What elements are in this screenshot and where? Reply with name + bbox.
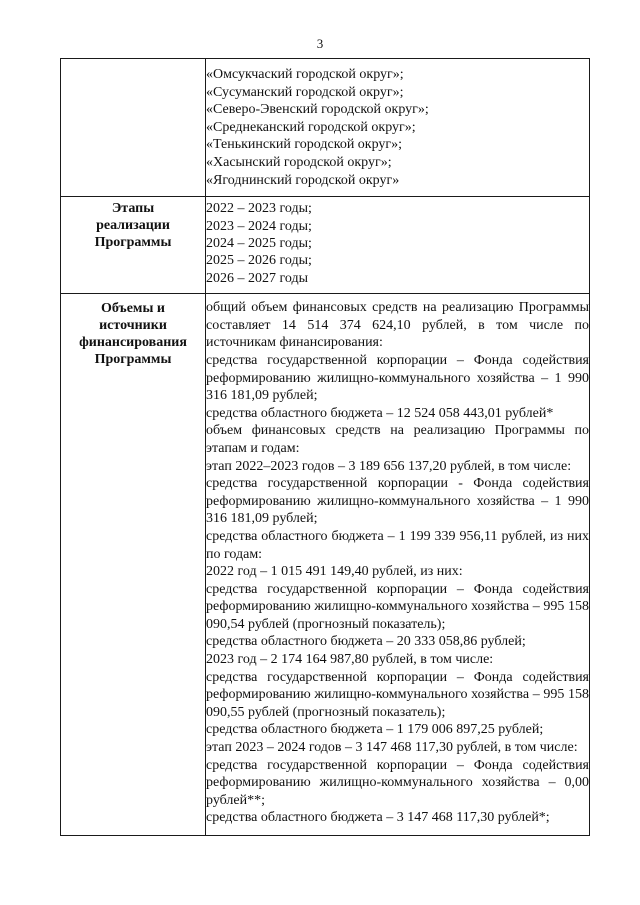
stages-label-line: Этапы [111,201,155,217]
stage-item: 2025 – 2026 годы; [206,253,312,269]
page-number: 3 [316,36,324,51]
volumes-label-line: Объемы и [101,301,165,317]
volumes-text-cell [206,294,590,836]
funding-paragraph: общий объем финансовых средств на реализацию Программы составляет 14 514 374 624,10 рублей, в том числе по источникам финансирования: [206,300,589,351]
district-item: «Сусуманский городской округ»; [206,84,404,100]
volumes-label-line: финансирования [79,335,187,351]
funding-paragraph: 2022 год – 1 015 491 149,40 рублей, из них: [206,564,463,580]
district-item: «Ягоднинский городской округ» [206,172,400,188]
stages-list-cell [206,197,590,294]
funding-paragraph: средства областного бюджета – 3 147 468 117,30 рублей*; [206,810,550,826]
funding-paragraph: средства государственной корпорации – Фонда содействия реформированию жилищно-коммунального хозяйства – 1 990 316 181,09 рублей; [206,352,589,404]
funding-paragraph: 2023 год – 2 174 164 987,80 рублей, в том числе: [206,652,494,668]
volumes-label-line: Программы [94,352,172,368]
funding-paragraph: средства государственной корпорации - Фонда содействия реформированию жилищно-коммунального хозяйства – 1 990 316 181,09 рублей; [206,476,589,527]
stage-item: 2026 – 2027 годы [206,270,309,286]
district-item: «Северо-Эвенский городской округ»; [206,102,429,118]
district-item: «Хасынский городской округ»; [206,154,392,170]
funding-paragraph: объем финансовых средств на реализацию Программы по этапам и годам: [206,423,589,456]
funding-paragraph: этап 2022–2023 годов – 3 189 656 137,20 рублей, в том числе: [206,458,572,474]
funding-paragraph: средства государственной корпорации – Фонда содействия реформированию жилищно-коммунального хозяйства – 995 158 090,55 рублей (прогнозный показатель); [206,669,589,720]
stage-item: 2023 – 2024 годы; [206,218,312,234]
district-item: «Омсукчаский городской округ»; [206,67,404,82]
volumes-label-cell [61,294,206,836]
program-passport-table [60,58,590,836]
districts-label-cell [61,59,206,197]
table-row-stages [61,197,590,294]
district-item: «Тенькинский городской округ»; [206,137,403,153]
funding-paragraph: средства областного бюджета – 12 524 058 443,01 рублей* [206,405,554,421]
funding-paragraph: этап 2023 – 2024 годов – 3 147 468 117,30 рублей, в том числе: [206,740,578,756]
volumes-label-line: источники [99,318,167,334]
stage-item: 2024 – 2025 годы; [206,235,312,251]
stages-label-line: Программы [94,235,172,251]
table-row-districts [61,59,590,197]
table-row-volumes [61,294,590,836]
stages-label-cell [61,197,206,294]
stages-label-line: реализации [96,218,170,234]
stage-item: 2022 – 2023 годы; [206,201,312,217]
funding-paragraph: средства государственной корпорации – Фонда содействия реформированию жилищно-коммунального хозяйства – 995 158 090,54 рублей (прогнозный показатель); [206,581,589,632]
districts-list-cell [206,59,590,197]
funding-paragraph: средства областного бюджета – 1 179 006 897,25 рублей; [206,722,544,738]
funding-paragraph: средства государственной корпорации – Фонда содействия реформированию жилищно-коммунального хозяйства – 0,00 рублей**; [206,757,589,808]
funding-paragraph: средства областного бюджета – 1 199 339 956,11 рублей, из них по годам: [206,528,589,562]
district-item: «Среднеканский городской округ»; [206,119,416,135]
funding-paragraph: средства областного бюджета – 20 333 058,86 рублей; [206,634,526,650]
